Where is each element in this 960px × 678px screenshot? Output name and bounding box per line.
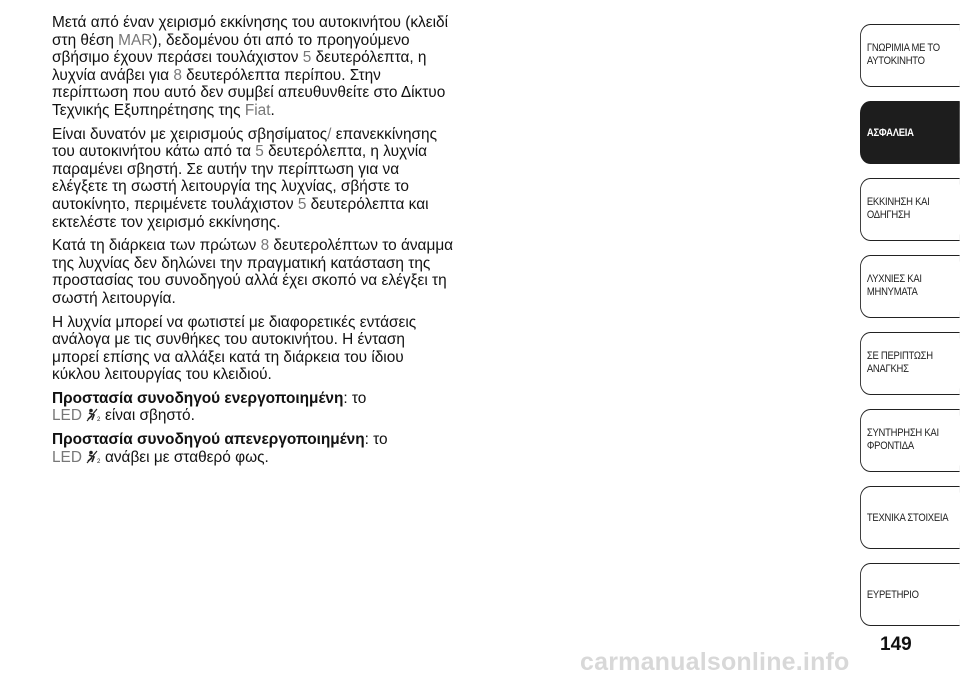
tab-in-emergency[interactable] xyxy=(860,332,960,395)
tab-index[interactable] xyxy=(860,563,960,626)
tab-safety[interactable] xyxy=(860,101,960,164)
paragraph-passenger-protection-off xyxy=(52,431,454,466)
tab-technical-data[interactable] xyxy=(860,486,960,549)
text-run: δευτερόλεπτα, η λυχνία παραμένει σβηστή. Σε αυτήν την περίπτωση για να ελέγξετε τη σωστή λειτουργία της λυχνίας, σβήστε το αυτοκίνητο, περιμένετε τουλάχιστον xyxy=(52,143,428,213)
number-label: 8 xyxy=(260,237,270,255)
text-run: επανεκκίνησης του αυτοκινήτου κάτω από τα xyxy=(52,125,437,161)
text-run: δευτερολέπτων το άναμμα της λυχνίας δεν δηλώνει την πραγματική κατάσταση της προστασίας του συνοδηγού αλλά έχει σκοπό να ελέγξει τη σωστή λειτουργία. xyxy=(52,237,454,307)
paragraph-4 xyxy=(52,314,454,384)
number-label: 5 xyxy=(302,49,312,67)
tab-label: ΣΕ ΠΕΡΙΠΤΩΣΗ ΑΝΑΓΚΗΣ xyxy=(866,350,933,375)
number-label: 8 xyxy=(173,66,182,84)
svg-text:2: 2 xyxy=(96,458,101,464)
led-label: LED xyxy=(52,407,82,425)
paragraph-3 xyxy=(52,237,454,307)
tab-label: ΛΥΧΝΙΕΣ ΚΑΙ ΜΗΝΥΜΑΤΑ xyxy=(866,273,922,298)
text-run: δευτερόλεπτα περίπου. Στην περίπτωση που αυτό δεν συμβεί απευθυνθείτε στο Δίκτυο Τεχνικής Εξυπηρέτησης της xyxy=(52,66,446,119)
protection-off-state: ανάβει με σταθερό φως. xyxy=(104,448,269,466)
tab-label: ΣΥΝΤΗΡΗΣΗ ΚΑΙ ΦΡΟΝΤΙΔΑ xyxy=(866,427,939,452)
tab-label: ΕΚΚΙΝΗΣΗ ΚΑΙ ΟΔΗΓΗΣΗ xyxy=(866,196,930,221)
number-label: MAR xyxy=(118,31,153,49)
paragraph-1 xyxy=(52,14,454,120)
airbag-off-warning-icon xyxy=(86,450,102,464)
tab-label: ΕΥΡΕΤΗΡΙΟ xyxy=(866,589,919,601)
number-label: 5 xyxy=(297,195,307,213)
number-label: / xyxy=(327,125,332,143)
text-run: Η λυχνία μπορεί να φωτιστεί με διαφορετικές εντάσεις ανάλογα με τις συνθήκες του αυτοκινήτου. Η ένταση μπορεί επίσης να αλλάξει κατά τη διάρκεια του ίδιου κύκλου λειτουργίας του κλειδιού. xyxy=(52,313,417,384)
tab-maintenance-and-care[interactable] xyxy=(860,409,960,472)
svg-text:2: 2 xyxy=(96,417,101,423)
page-number: 149 xyxy=(880,634,912,655)
paragraph-passenger-protection-on xyxy=(52,390,454,425)
protection-on-state: είναι σβηστό. xyxy=(104,407,195,425)
protection-on-heading: Προστασία συνοδηγού ενεργοποιημένη xyxy=(52,389,344,407)
tab-label: ΓΝΩΡΙΜΙΑ ΜΕ ΤΟ ΑΥΤΟΚΙΝΗΤΟ xyxy=(866,42,940,67)
tab-label: ΑΣΦΑΛΕΙΑ xyxy=(866,127,914,139)
manual-body xyxy=(52,14,454,472)
protection-on-colon: : το xyxy=(343,389,367,407)
number-label: 5 xyxy=(255,143,264,161)
watermark: carmanualsonline.info xyxy=(580,648,850,676)
tab-starting-and-driving[interactable] xyxy=(860,178,960,241)
protection-off-colon: : το xyxy=(364,431,388,449)
tab-label: ΤΕΧΝΙΚΑ ΣΤΟΙΧΕΙΑ xyxy=(866,512,949,524)
text-run: ), δεδομένου ότι από το προηγούμενο σβήσιμο έχουν περάσει τουλάχιστον xyxy=(52,31,410,67)
tab-lights-and-messages[interactable] xyxy=(860,255,960,318)
airbag-off-warning-icon xyxy=(86,408,102,422)
paragraph-2 xyxy=(52,126,454,232)
text-run: Κατά τη διάρκεια των πρώτων xyxy=(52,237,261,255)
tab-getting-to-know-car[interactable] xyxy=(860,24,960,87)
text-run: Είναι δυνατόν με χειρισμούς σβησίματος xyxy=(52,125,328,143)
chapter-tabs xyxy=(860,24,960,640)
protection-off-heading: Προστασία συνοδηγού απενεργοποιημένη xyxy=(52,431,365,449)
text-run: . xyxy=(270,101,275,119)
text-run: Μετά από έναν χειρισμό εκκίνησης του αυτοκινήτου (κλειδί στη θέση xyxy=(52,14,449,49)
text-run: δευτερόλεπτα και εκτελέστε τον χειρισμό εκκίνησης. xyxy=(52,195,429,231)
text-run: δευτερόλεπτα, η λυχνία ανάβει για xyxy=(52,49,427,84)
led-label: LED xyxy=(52,448,82,466)
number-label: Fiat xyxy=(244,101,271,119)
